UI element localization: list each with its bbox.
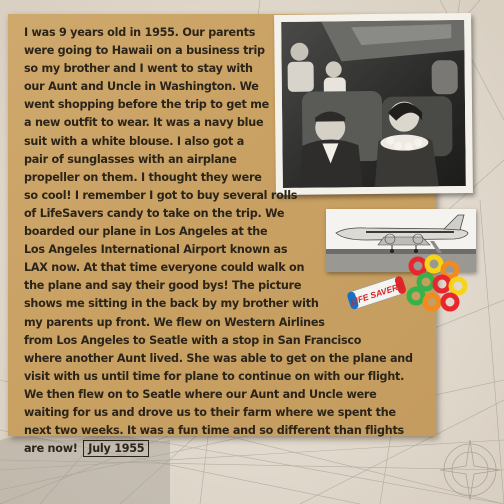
story-line: where another Aunt lived. She was able to get on the plane and (24, 351, 413, 365)
story-line: We then flew on to Seatle where our Aunt and Uncle were (24, 387, 377, 401)
story-line: of LifeSavers candy to take on the trip. We (24, 206, 285, 220)
story-line: from Los Angeles to Seatle with a stop in San Francisco (24, 333, 362, 347)
candy-ring (443, 263, 457, 277)
story-line: the plane and say their good bys! The picture (24, 279, 302, 293)
journal-story-text (24, 24, 436, 458)
story-line: suit with a white blouse. I also got a (24, 134, 245, 148)
story-line: waiting for us and drove us to their farm where we spent the (24, 405, 396, 419)
story-line: pair of sunglasses with an airplane (24, 152, 237, 166)
story-line: shows me sitting in the back by my brother with (24, 297, 319, 311)
story-line: LAX now. At that time everyone could walk on (24, 261, 305, 275)
story-line: our Aunt and Uncle in Washington. We (24, 80, 259, 94)
candy-ring (451, 279, 465, 293)
story-line: next two weeks. It was a fun time and so different than flights (24, 424, 404, 438)
story-line: were going to Hawaii on a business trip (24, 44, 265, 58)
story-line: so cool! I remember I got to buy several rolls (24, 188, 298, 202)
story-line: are now! July 1955 (24, 440, 436, 458)
candy-ring (443, 295, 457, 309)
story-line: boarded our plane in Los Angeles at the (24, 225, 268, 239)
story-line: a new outfit to wear. It was a navy blue (24, 116, 264, 130)
candy-brand-label: LIFE SAVERS (349, 280, 405, 307)
date-label: July 1955 (83, 440, 149, 457)
story-line: I was 9 years old in 1955. Our parents (24, 26, 256, 39)
story-line: Los Angeles International Airport known as (24, 243, 288, 257)
story-line: went shopping before the trip to get me (24, 98, 269, 112)
candy-ring (435, 277, 449, 291)
story-line: visit with us until time for plane to continue on with our flight. (24, 369, 405, 383)
story-line: propeller on them. I thought they were (24, 170, 262, 184)
story-line: so my brother and I went to stay with (24, 62, 253, 76)
story-line: my parents up front. We flew on Western Airlines (24, 315, 325, 329)
